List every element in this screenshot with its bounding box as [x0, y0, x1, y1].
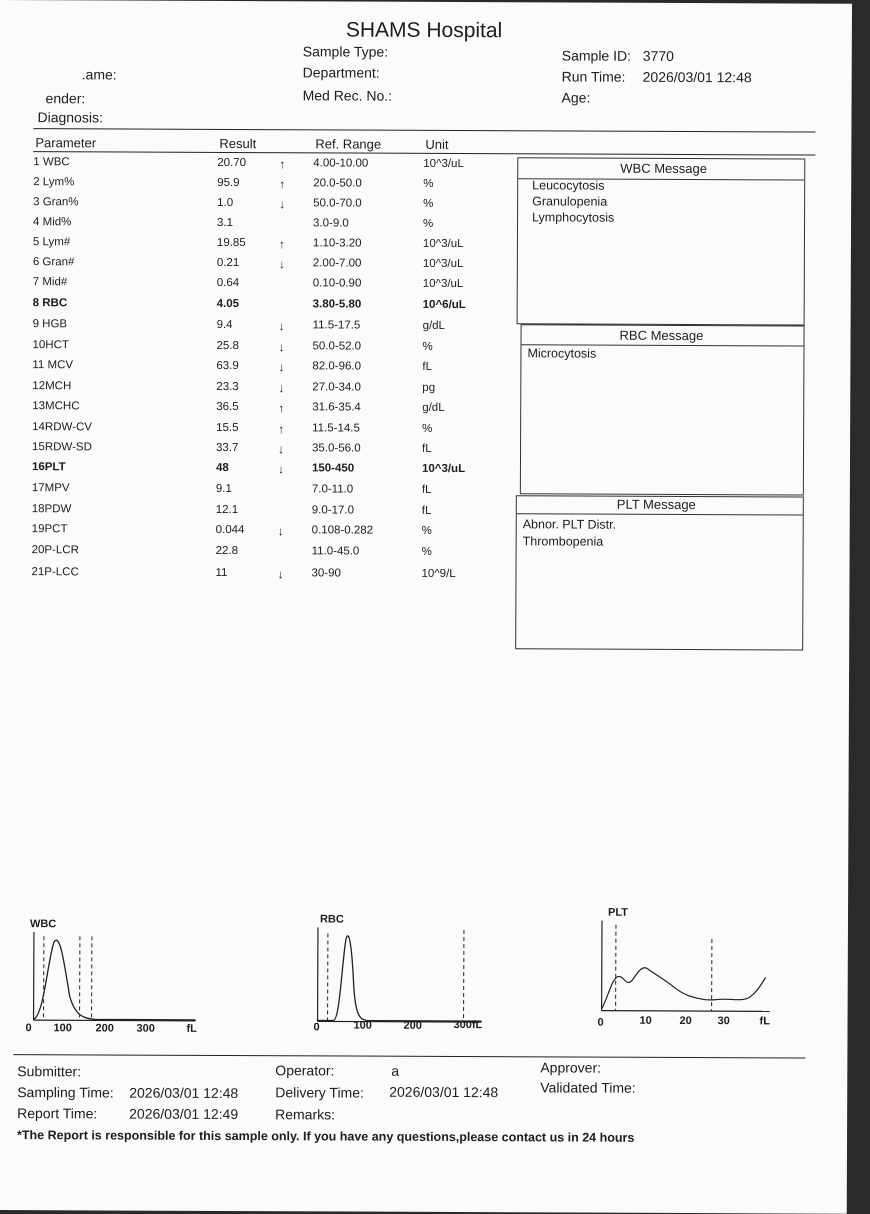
operator-value: a — [391, 1063, 399, 1079]
diagnosis-label: Diagnosis: — [37, 109, 102, 125]
param-unit: 10^3/uL — [423, 238, 464, 250]
table-row — [0, 216, 519, 238]
param-unit: 10^3/uL — [423, 158, 464, 170]
param-range: 7.0-11.0 — [312, 483, 353, 495]
flag-arrow: ↓ — [278, 360, 284, 374]
submitter-label: Submitter: — [17, 1063, 81, 1079]
param-range: 11.0-45.0 — [312, 545, 360, 557]
param-name: 16PLT — [32, 461, 66, 473]
col-parameter-header: Parameter — [35, 135, 96, 150]
col-range-header: Ref. Range — [315, 136, 381, 151]
plt-message-divider — [517, 513, 803, 515]
table-row — [0, 400, 518, 422]
footer-rule — [13, 1054, 805, 1058]
param-range: 4.00-10.00 — [313, 157, 368, 169]
rbc-tick: 0 — [313, 1021, 319, 1033]
wbc-message-line: Lymphocytosis — [532, 210, 614, 224]
param-name: 14RDW-CV — [32, 421, 92, 433]
param-range: 3.80-5.80 — [313, 298, 362, 310]
param-result: 22.8 — [216, 545, 238, 557]
param-name: 20P-LCR — [32, 544, 79, 556]
param-range: 35.0-56.0 — [312, 442, 361, 454]
param-unit: 10^9/L — [421, 568, 455, 580]
rbc-tick: 300fL — [454, 1019, 483, 1031]
param-range: 0.108-0.282 — [312, 524, 373, 536]
flag-arrow: ↓ — [278, 381, 284, 395]
flag-arrow: ↑ — [279, 237, 285, 251]
table-row — [0, 482, 518, 504]
param-result: 25.8 — [216, 340, 238, 352]
table-row — [0, 503, 518, 525]
param-result: 12.1 — [216, 504, 238, 516]
flag-arrow: ↓ — [278, 340, 284, 354]
plt-tick: 30 — [718, 1015, 730, 1027]
table-row — [0, 156, 519, 178]
param-result: 15.5 — [216, 422, 238, 434]
param-name: 7 Mid# — [33, 276, 68, 288]
param-unit: fL — [422, 505, 432, 517]
table-row — [0, 236, 519, 258]
param-unit: % — [423, 198, 433, 210]
param-name: 11 MCV — [32, 359, 73, 371]
wbc-histogram — [23, 918, 214, 1039]
remarks-label: Remarks: — [275, 1106, 335, 1122]
param-result: 19.85 — [217, 237, 246, 249]
plt-histogram-title: PLT — [608, 907, 628, 919]
table-row — [0, 380, 518, 402]
plt-tick: 20 — [680, 1015, 692, 1027]
plt-tick: 10 — [640, 1015, 652, 1027]
param-unit: 10^3/uL — [423, 258, 464, 270]
gender-label: ender: — [46, 90, 86, 106]
param-range: 9.0-17.0 — [312, 504, 354, 516]
wbc-message-line: Leucocytosis — [532, 178, 604, 192]
rbc-message-line: Microcytosis — [527, 346, 596, 360]
param-range: 82.0-96.0 — [312, 360, 361, 372]
rbc-tick: 100 — [354, 1020, 372, 1032]
flag-arrow: ↓ — [278, 462, 284, 476]
param-range: 27.0-34.0 — [312, 381, 361, 393]
wbc-message-line: Granulopenia — [532, 194, 607, 208]
param-name: 6 Gran# — [33, 256, 75, 268]
param-range: 50.0-52.0 — [312, 340, 361, 352]
param-name: 1 WBC — [33, 156, 69, 168]
param-unit: % — [423, 218, 433, 230]
param-result: 95.9 — [217, 177, 239, 189]
param-result: 36.5 — [216, 401, 238, 413]
param-name: 13MCHC — [32, 400, 79, 412]
param-unit: fL — [422, 443, 432, 455]
rbc-histogram-title: RBC — [320, 913, 344, 925]
wbc-histogram-title: WBC — [30, 918, 56, 930]
param-unit: % — [422, 546, 432, 558]
plt-message-line: Abnor. PLT Distr. — [523, 517, 616, 531]
param-result: 23.3 — [216, 381, 238, 393]
param-range: 50.0-70.0 — [313, 197, 362, 209]
report-time-value: 2026/03/01 12:49 — [129, 1106, 238, 1122]
param-result: 20.70 — [217, 157, 246, 169]
param-unit: % — [422, 525, 432, 537]
param-name: 18PDW — [32, 503, 72, 515]
sample-id-value: 3770 — [643, 48, 674, 64]
report-disclaimer: *The Report is responsible for this sample only. If you have any questions,please contact us in 24 hours — [17, 1128, 634, 1145]
param-result: 11 — [215, 567, 227, 579]
param-range: 150-450 — [312, 462, 354, 474]
param-name: 3 Gran% — [33, 196, 78, 208]
param-range: 11.5-14.5 — [312, 422, 360, 434]
param-name: 4 Mid% — [33, 216, 71, 228]
param-range: 11.5-17.5 — [313, 319, 361, 331]
table-row — [0, 297, 519, 319]
param-result: 4.05 — [217, 298, 239, 310]
rbc-tick: 200 — [404, 1020, 422, 1032]
rbc-message-box — [520, 324, 805, 495]
wbc-message-box — [517, 157, 806, 325]
param-name: 21P-LCC — [31, 566, 78, 578]
param-result: 9.4 — [217, 319, 233, 331]
wbc-histogram-plot — [24, 930, 214, 1031]
col-result-header: Result — [219, 136, 256, 151]
param-result: 0.21 — [217, 257, 239, 269]
department-label: Department: — [303, 64, 380, 80]
param-result: 1.0 — [217, 197, 233, 209]
param-unit: g/dL — [422, 402, 444, 414]
param-unit: 10^3/uL — [423, 278, 464, 290]
param-name: 12MCH — [32, 380, 71, 392]
flag-arrow: ↓ — [279, 319, 285, 333]
param-unit: 10^3/uL — [422, 463, 465, 475]
param-result: 3.1 — [217, 217, 233, 229]
param-unit: % — [422, 341, 432, 353]
name-label: .ame: — [82, 66, 117, 82]
wbc-tick: 300 — [136, 1023, 154, 1035]
rbc-histogram-plot — [312, 925, 502, 1030]
wbc-tick: fL — [186, 1023, 196, 1035]
wbc-tick: 100 — [53, 1022, 71, 1034]
validated-time-label: Validated Time: — [540, 1079, 636, 1095]
flag-arrow: ↑ — [279, 177, 285, 191]
table-row — [0, 176, 519, 198]
param-range: 0.10-0.90 — [313, 277, 362, 289]
rbc-message-title: RBC Message — [620, 328, 704, 343]
table-row — [0, 339, 519, 361]
delivery-time-value: 2026/03/01 12:48 — [389, 1084, 498, 1100]
plt-message-line: Thrombopenia — [523, 534, 604, 548]
param-name: 10HCT — [32, 339, 68, 351]
param-range: 1.10-3.20 — [313, 237, 362, 249]
plt-histogram — [593, 907, 794, 1036]
param-unit: % — [422, 423, 432, 435]
param-name: 19PCT — [32, 523, 68, 535]
results-table — [0, 0, 852, 4]
sample-id-label: Sample ID: — [562, 47, 631, 63]
flag-arrow: ↓ — [277, 567, 283, 581]
plt-tick: fL — [760, 1015, 770, 1027]
table-row — [0, 359, 518, 381]
table-row — [0, 461, 518, 483]
param-result: 63.9 — [216, 360, 238, 372]
param-unit: 10^6/uL — [423, 299, 466, 311]
param-name: 8 RBC — [33, 297, 68, 309]
plt-message-box — [515, 495, 804, 650]
hospital-title: SHAMS Hospital — [346, 19, 502, 44]
param-unit: fL — [422, 484, 432, 496]
plt-tick: 0 — [598, 1017, 604, 1029]
param-unit: % — [423, 178, 433, 190]
operator-label: Operator: — [275, 1062, 334, 1078]
plt-histogram-plot — [594, 919, 794, 1020]
delivery-time-label: Delivery Time: — [275, 1084, 364, 1100]
param-name: 2 Lym% — [33, 176, 74, 188]
param-name: 5 Lym# — [33, 236, 70, 248]
param-name: 15RDW-SD — [32, 441, 92, 453]
age-label: Age: — [562, 89, 591, 105]
table-row — [0, 544, 518, 566]
param-result: 0.64 — [217, 277, 239, 289]
flag-arrow: ↓ — [279, 257, 285, 271]
table-row — [0, 196, 519, 218]
rbc-histogram — [311, 913, 502, 1040]
run-time-label: Run Time: — [562, 68, 626, 84]
wbc-tick: 0 — [25, 1022, 31, 1034]
col-unit-header: Unit — [425, 137, 448, 152]
wbc-tick: 200 — [95, 1022, 113, 1034]
sample-type-label: Sample Type: — [303, 43, 388, 59]
param-result: 48 — [216, 462, 229, 474]
param-result: 9.1 — [216, 483, 232, 495]
param-range: 31.6-35.4 — [312, 401, 361, 413]
sampling-time-value: 2026/03/01 12:48 — [129, 1085, 238, 1101]
approver-label: Approver: — [540, 1059, 601, 1075]
table-row — [0, 276, 519, 298]
flag-arrow: ↓ — [278, 524, 284, 538]
param-name: 9 HGB — [33, 318, 68, 330]
param-unit: pg — [422, 382, 435, 394]
param-range: 2.00-7.00 — [313, 257, 362, 269]
param-result: 0.044 — [216, 524, 245, 536]
run-time-value: 2026/03/01 12:48 — [643, 69, 752, 85]
param-range: 30-90 — [311, 567, 340, 579]
med-rec-label: Med Rec. No.: — [303, 87, 393, 103]
flag-arrow: ↑ — [279, 157, 285, 171]
sampling-time-label: Sampling Time: — [17, 1084, 114, 1100]
table-header-rule — [33, 151, 815, 155]
param-range: 20.0-50.0 — [313, 177, 362, 189]
header-rule — [33, 128, 815, 132]
flag-arrow: ↑ — [278, 422, 284, 436]
param-unit: g/dL — [423, 320, 445, 332]
table-row — [0, 256, 519, 278]
wbc-message-title: WBC Message — [620, 161, 707, 176]
plt-message-title: PLT Message — [617, 497, 696, 512]
report-time-label: Report Time: — [17, 1105, 97, 1121]
param-name: 17MPV — [32, 482, 70, 494]
param-result: 33.7 — [216, 442, 238, 454]
table-row — [0, 421, 518, 443]
flag-arrow: ↑ — [278, 401, 284, 415]
flag-arrow: ↓ — [278, 442, 284, 456]
table-row — [0, 566, 518, 588]
table-row — [0, 523, 518, 545]
param-range: 3.0-9.0 — [313, 217, 349, 229]
param-unit: fL — [422, 361, 432, 373]
flag-arrow: ↓ — [279, 197, 285, 211]
table-row — [0, 441, 518, 463]
table-row — [0, 318, 519, 340]
